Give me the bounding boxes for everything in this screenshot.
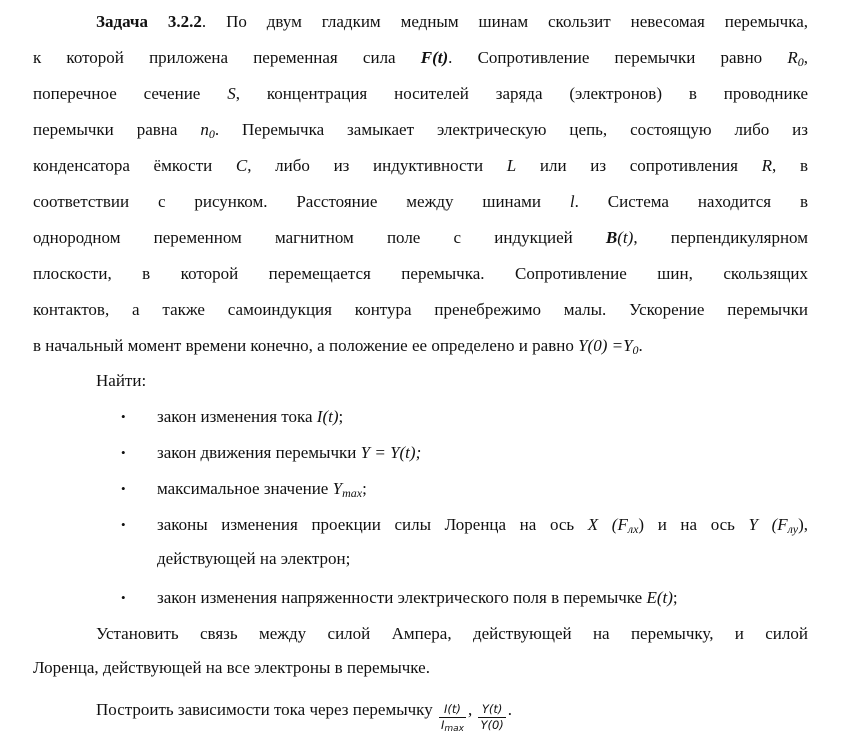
task-line-4: перемычки равна $n_0$. Перемычка замыкает электрическую цепь, состоящую либо из (33, 120, 808, 141)
bullet-2: • (121, 445, 126, 460)
bullet-5: • (121, 590, 126, 605)
find-item-1: закон изменения тока I(t); (157, 407, 344, 426)
fraction-current: $\frac{I(t)}{I_{max}}$ (440, 702, 464, 734)
task-line-1: Задача 3.2.2. По двум гладким медным шинам скользит невесомая перемычка, (96, 12, 809, 31)
find-item-2: закон движения перемычки Y = Y(t); (157, 443, 422, 462)
relation-line-2: Лоренца, действующей на все электроны в перемычке. (33, 658, 430, 677)
plot-line: Построить зависимости тока через перемычку $\frac{I(t)}{I_{max}}$ , $\frac{Y(t)}{Y(0)}$ . (96, 700, 513, 734)
task-title: Задача (96, 12, 148, 31)
bullet-1: • (121, 409, 126, 424)
find-item-3: максимальное значение $Y_{max}$; (157, 479, 367, 500)
task-line-7: однородном переменном магнитном поле с индукцией B(t), перпендикулярном (33, 228, 808, 247)
task-line-3: поперечное сечение S, концентрация носителей заряда (электронов) в проводнике (33, 84, 808, 103)
task-number: 3.2.2 (167, 12, 202, 31)
find-heading: Найти: (96, 371, 147, 390)
relation-line-1: Установить связь между силой Ампера, действующей на перемычку, и силой (96, 624, 808, 643)
task-line-9: контактов, а также самоиндукция контура пренебрежимо малы. Ускорение перемычки (33, 300, 808, 319)
find-item-4-cont: действующей на электрон; (157, 549, 351, 568)
find-item-4: законы изменения проекции силы Лоренца на ось X $(F_{лх})$ и на ось Y $(F_{лу})$, (157, 515, 808, 536)
task-line-5: конденсатора ёмкости C, либо из индуктивности L или из сопротивления R, в (33, 156, 808, 175)
find-item-5: закон изменения напряженности электрического поля в перемычке E(t); (157, 588, 678, 607)
task-line-2: к которой приложена переменная сила F(t). Сопротивление перемычки равно $R_0$, (33, 48, 808, 69)
force-symbol: F(t) (420, 48, 449, 67)
fraction-position: $\frac{Y(t)}{Y(0)}$ (480, 702, 504, 732)
bullet-3: • (121, 481, 126, 496)
task-line-10: в начальный момент времени конечно, а положение ее определено и равно $Y(0) =Y_0$. (33, 336, 643, 357)
bullet-4: • (121, 517, 126, 532)
task-line-8: плоскости, в которой перемещается перемычка. Сопротивление шин, скользящих (33, 264, 808, 283)
task-line-6: соответствии с рисунком. Расстояние между шинами l. Система находится в (33, 192, 808, 211)
